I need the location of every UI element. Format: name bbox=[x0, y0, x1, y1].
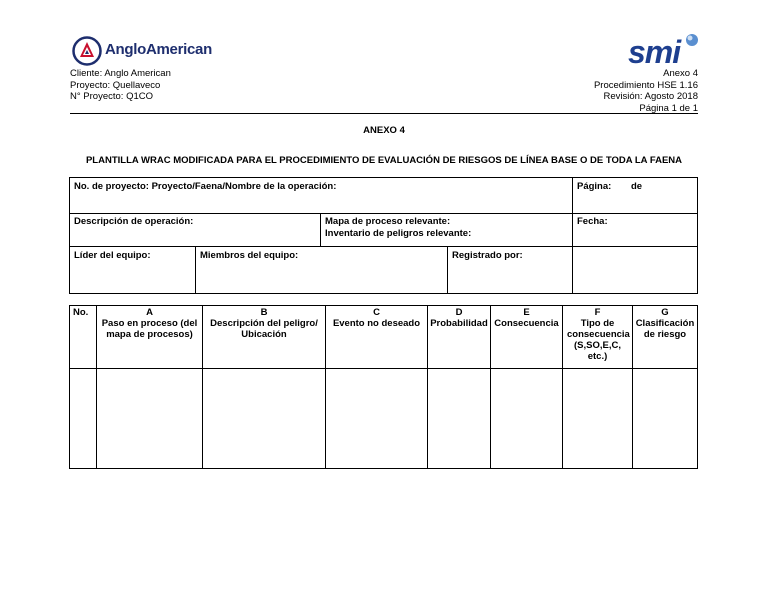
column-label: Evento no deseado bbox=[332, 318, 421, 329]
smi-logo bbox=[628, 33, 700, 69]
table-cell-d[interactable] bbox=[427, 369, 490, 469]
table-cell-g[interactable] bbox=[632, 369, 697, 469]
process-map-field[interactable] bbox=[320, 214, 572, 246]
smi-logo-graphic bbox=[628, 33, 700, 69]
page-line: Página 1 de 1 bbox=[639, 102, 698, 114]
page-field[interactable] bbox=[572, 178, 698, 213]
operation-row bbox=[70, 213, 697, 246]
column-letter: F bbox=[594, 307, 601, 318]
column-letter: D bbox=[455, 307, 463, 318]
column-header-a bbox=[96, 306, 202, 368]
column-letter: A bbox=[146, 307, 153, 318]
column-letter: C bbox=[373, 307, 380, 318]
page-label: Página: bbox=[577, 181, 612, 192]
table-cell-e[interactable] bbox=[490, 369, 562, 469]
project-number-line: N° Proyecto: Q1CO bbox=[70, 91, 153, 102]
document-subtitle: PLANTILLA WRAC MODIFICADA PARA EL PROCEDIMIENTO DE EVALUACIÓN DE RIESGOS DE LÍNEA BASE O DE TODA LA FAENA bbox=[85, 155, 683, 166]
project-line: Proyecto: Quellaveco bbox=[70, 79, 161, 91]
column-header-no: No. bbox=[73, 307, 89, 318]
column-label: Tipo de consecuencia (S,SO,E,C, etc.) bbox=[567, 318, 630, 362]
table-cell-no[interactable] bbox=[70, 369, 96, 469]
team-members-label: Miembros del equipo: bbox=[200, 250, 299, 261]
column-header-g bbox=[632, 306, 697, 368]
process-map-label: Mapa de proceso relevante: bbox=[325, 216, 451, 227]
column-label: Paso en proceso (del mapa de procesos) bbox=[101, 318, 198, 340]
column-letter: E bbox=[523, 307, 530, 318]
column-header-d bbox=[427, 306, 490, 368]
column-letter: G bbox=[661, 307, 669, 318]
page-of-label: de bbox=[631, 181, 643, 192]
anglo-american-emblem-icon bbox=[72, 36, 102, 66]
column-letter: B bbox=[260, 307, 268, 318]
team-row bbox=[70, 246, 697, 293]
risk-assessment-table bbox=[69, 305, 698, 469]
anglo-american-wordmark: AngloAmerican bbox=[105, 41, 212, 58]
date-field[interactable] bbox=[572, 214, 697, 246]
annex-line: Anexo 4 bbox=[663, 68, 698, 79]
table-cell-f[interactable] bbox=[562, 369, 632, 469]
column-header-e bbox=[490, 306, 562, 368]
operation-description-label: Descripción de operación: bbox=[74, 216, 194, 227]
column-label: Descripción del peligro/ Ubicación bbox=[210, 318, 318, 340]
column-label: Clasificación de riesgo bbox=[635, 318, 695, 340]
header-left-info bbox=[70, 68, 171, 103]
team-leader-label: Líder del equipo: bbox=[74, 250, 151, 261]
registered-by-field[interactable] bbox=[447, 247, 572, 294]
date-label: Fecha: bbox=[577, 216, 608, 227]
anglo-american-logo bbox=[72, 36, 212, 66]
table-row bbox=[70, 368, 697, 468]
table-cell-b[interactable] bbox=[202, 369, 325, 469]
blank-field[interactable] bbox=[572, 247, 697, 294]
revision-line: Revisión: Agosto 2018 bbox=[603, 91, 698, 102]
document-title: ANEXO 4 bbox=[363, 125, 405, 136]
column-label: Consecuencia bbox=[494, 318, 559, 329]
svg-text:smi: smi bbox=[628, 34, 681, 69]
client-line: Cliente: Anglo American bbox=[70, 68, 171, 79]
project-info-form bbox=[69, 177, 698, 294]
column-label: Probabilidad bbox=[430, 318, 488, 329]
registered-by-label: Registrado por: bbox=[452, 250, 523, 261]
header-right-info bbox=[594, 68, 698, 114]
table-cell-c[interactable] bbox=[325, 369, 427, 469]
column-header-f bbox=[562, 306, 632, 368]
project-number-label: No. de proyecto: Proyecto/Faena/Nombre de la operación: bbox=[74, 181, 337, 192]
table-cell-a[interactable] bbox=[96, 369, 202, 469]
header-divider bbox=[70, 113, 698, 114]
procedure-line: Procedimiento HSE 1.16 bbox=[593, 79, 698, 91]
column-header-b bbox=[202, 306, 325, 368]
column-header-c bbox=[325, 306, 427, 368]
team-members-field[interactable] bbox=[195, 247, 447, 294]
hazard-inventory-label: Inventario de peligros relevante: bbox=[325, 228, 472, 239]
